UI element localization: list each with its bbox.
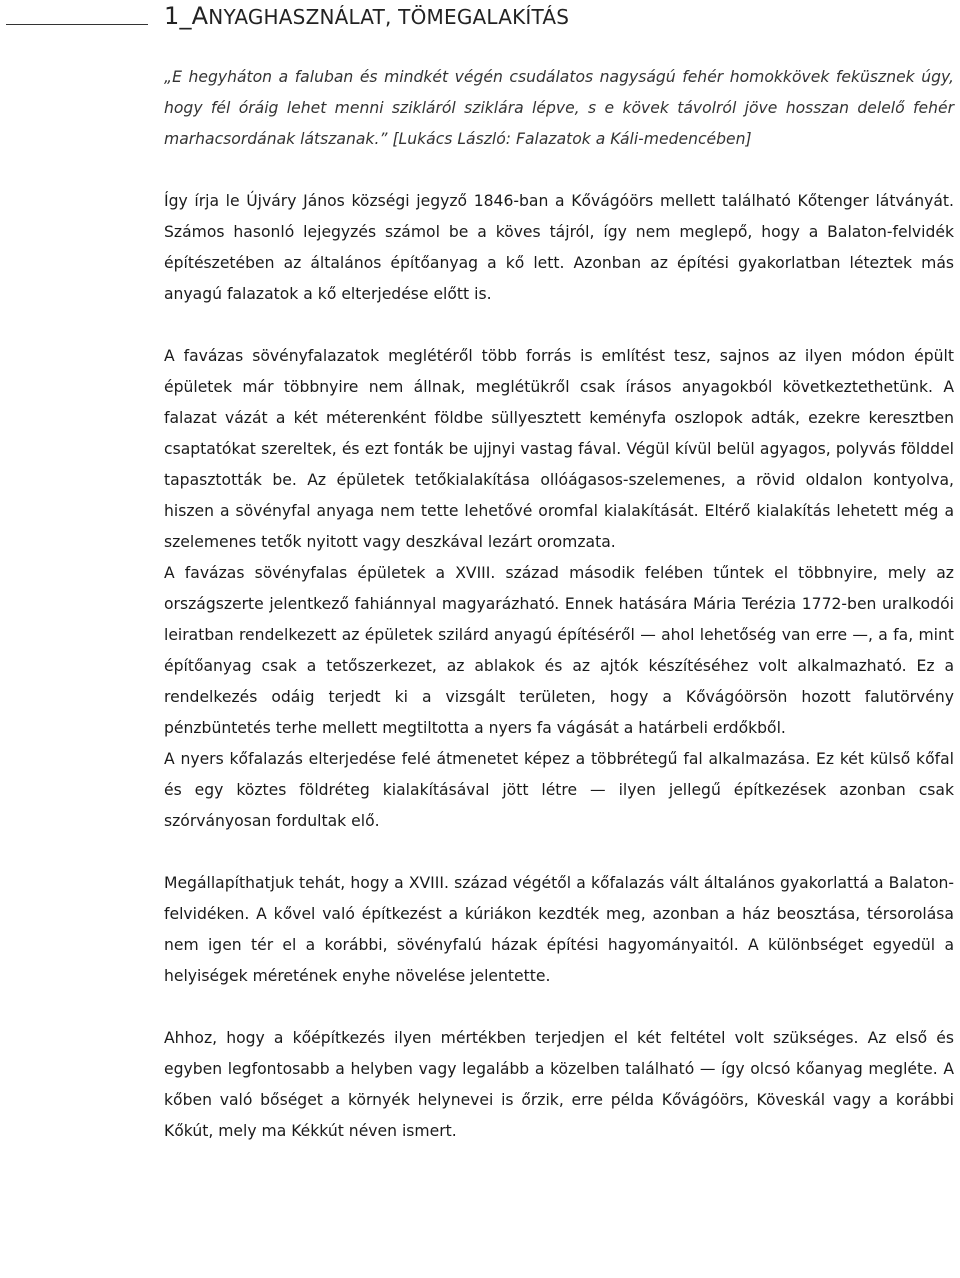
heading-first: 1_A	[164, 2, 209, 30]
paragraph-conclusion: Megállapíthatjuk tehát, hogy a XVIII. század végétől a kőfalazás vált általános gyakorlattá a Balaton-felvidéken. A kővel való építkezést a kúriákon kezdték meg, azonban a ház beosztása, térsorolása nem igen tér el a korábbi, sövényfalú házak építési hagyományaitól. A különbséget egyedül a helyiségek méretének enyhe növelése jelentette.	[164, 874, 954, 985]
paragraph-decline: A favázas sövényfalas épületek a XVIII. század második felében tűntek el többnyire, mely az országszerte jelentkező fahiánnyal magyarázható. Ennek hatására Mária Terézia 1772-ben uralkodói leiratban rendelkezett az épületek szilárd anyagú építéséről — ahol lehetőség van erre —, a fa, mint építőanyag csak a tetőszerkezet, az ablakok és az ajtók készítéséhez volt alkalmazható. Ez a rendelkezés odáig terjedt ki a vizsgált területen, hogy a Kővágóörsön hozott falutörvény pénzbüntetés terhe mellett megtiltotta a nyers fa vágását a határbeli erdőkből.	[164, 564, 954, 737]
paragraph-conditions: Ahhoz, hogy a kőépítkezés ilyen mértékben terjedjen el két feltétel volt szükséges. Az első és egyben legfontosabb a helyben vagy legalább a közelben található — így olcsó kőanyag megléte. A kőben való bőséget a környék helynevei is őrzik, erre példa Kővágóörs, Köveskál vagy a korábbi Kőkút, mely ma Kékkút néven ismert.	[164, 1029, 954, 1140]
paragraph-wattle: A favázas sövényfalazatok meglétéről több forrás is említést tesz, sajnos az ilyen módon épült épületek már többnyire nem állnak, meglétükről csak írásos anyagokból következtethetünk. A falazat vázát a két méterenként földbe süllyesztett keményfa oszlopok adták, ezekre keresztben csaptatókat szereltek, és ezt fonták be ujjnyi vastag fával. Végül kívül belül agyagos, polyvás földdel tapasztották be. Az épületek tetőkialakítása ollóágasos-szelemenes, a rövid oldalon kontyolva, hiszen a sövényfal anyaga nem tette lehetővé oromfal kialakítását. Eltérő kialakítás lehetett még a szelemenes tetők nyitott vagy deszkával lezárt oromzata.	[164, 347, 954, 551]
section-heading	[164, 2, 569, 30]
heading-rule	[6, 24, 148, 25]
quote-paragraph: „E hegyháton a faluban és mindkét végén csudálatos nagyságú fehér homokkövek feküsznek úgy, hogy fél óráig lehet menni szikláról sziklára lépve, s e kövek távolról jöve hosszan delelő fehér marhacsordának látszanak.” [Lukács László: Falazatok a Káli-medencében]	[164, 68, 954, 148]
heading-rest: NYAGHASZNÁLAT, TÖMEGALAKÍTÁS	[208, 5, 570, 29]
paragraph-multilayer: A nyers kőfalazás elterjedése felé átmenetet képez a többrétegű fal alkalmazása. Ez két külső kőfal és egy köztes földréteg kialakításával jött létre — ilyen jellegű építkezések azonban csak szórványosan fordultak elő.	[164, 750, 954, 830]
document-body	[164, 62, 954, 1147]
paragraph-intro: Így írja le Újváry János községi jegyző 1846-ban a Kővágóörs mellett található Kőtenger látványát. Számos hasonló lejegyzés számol be a köves tájról, így nem meglepő, hogy a Balaton-felvidék építészetében az általános építőanyag a kő lett. Azonban az építési gyakorlatban léteztek más anyagú falazatok a kő elterjedése előtt is.	[164, 192, 954, 303]
